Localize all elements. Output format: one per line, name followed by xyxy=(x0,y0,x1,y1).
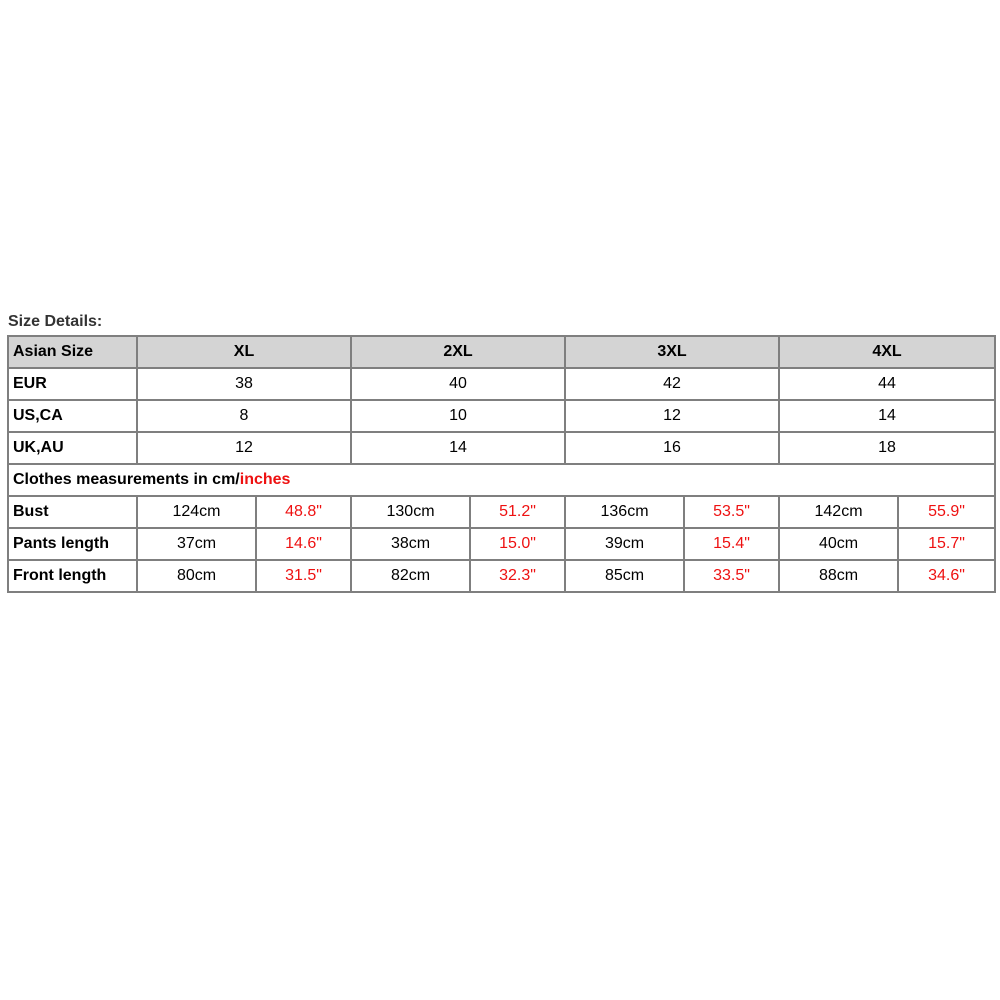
inch-cell: 31.5" xyxy=(256,560,351,592)
table-row xyxy=(8,432,995,464)
page-title: Size Details: xyxy=(8,313,103,330)
cm-cell: 39cm xyxy=(565,528,684,560)
size-header-cell: 3XL xyxy=(565,336,779,368)
row-label-cell: Pants length xyxy=(8,528,137,560)
value-cell: 10 xyxy=(351,400,565,432)
inch-cell: 34.6" xyxy=(898,560,995,592)
cm-cell: 124cm xyxy=(137,496,256,528)
row-label-cell: Front length xyxy=(8,560,137,592)
value-cell: 12 xyxy=(565,400,779,432)
section-accent: inches xyxy=(239,471,291,488)
inch-cell: 51.2" xyxy=(470,496,565,528)
cm-cell: 80cm xyxy=(137,560,256,592)
table-row xyxy=(8,368,995,400)
cm-cell: 136cm xyxy=(565,496,684,528)
table-row xyxy=(8,496,995,528)
section-label: Clothes measurements in cm/ xyxy=(13,471,240,488)
inch-cell: 14.6" xyxy=(256,528,351,560)
table-row xyxy=(8,400,995,432)
value-cell: 18 xyxy=(779,432,995,464)
cm-cell: 142cm xyxy=(779,496,898,528)
size-header-cell: XL xyxy=(137,336,351,368)
row-label-cell: EUR xyxy=(8,368,137,400)
cm-cell: 85cm xyxy=(565,560,684,592)
table-header-row xyxy=(8,336,995,368)
section-row xyxy=(8,464,995,496)
inch-cell: 32.3" xyxy=(470,560,565,592)
row-label-cell: Bust xyxy=(8,496,137,528)
size-header-cell: 4XL xyxy=(779,336,995,368)
table-row xyxy=(8,560,995,592)
cm-cell: 38cm xyxy=(351,528,470,560)
header-label-cell: Asian Size xyxy=(8,336,137,368)
inch-cell: 33.5" xyxy=(684,560,779,592)
table-row xyxy=(8,528,995,560)
value-cell: 8 xyxy=(137,400,351,432)
inch-cell: 15.0" xyxy=(470,528,565,560)
inch-cell: 15.7" xyxy=(898,528,995,560)
size-table xyxy=(7,335,996,593)
value-cell: 38 xyxy=(137,368,351,400)
cm-cell: 82cm xyxy=(351,560,470,592)
cm-cell: 40cm xyxy=(779,528,898,560)
value-cell: 16 xyxy=(565,432,779,464)
value-cell: 44 xyxy=(779,368,995,400)
inch-cell: 53.5" xyxy=(684,496,779,528)
value-cell: 14 xyxy=(351,432,565,464)
row-label-cell: UK,AU xyxy=(8,432,137,464)
value-cell: 42 xyxy=(565,368,779,400)
row-label-cell: US,CA xyxy=(8,400,137,432)
value-cell: 14 xyxy=(779,400,995,432)
cm-cell: 130cm xyxy=(351,496,470,528)
size-header-cell: 2XL xyxy=(351,336,565,368)
cm-cell: 37cm xyxy=(137,528,256,560)
inch-cell: 15.4" xyxy=(684,528,779,560)
cm-cell: 88cm xyxy=(779,560,898,592)
section-heading xyxy=(8,464,995,496)
inch-cell: 55.9" xyxy=(898,496,995,528)
value-cell: 12 xyxy=(137,432,351,464)
inch-cell: 48.8" xyxy=(256,496,351,528)
value-cell: 40 xyxy=(351,368,565,400)
